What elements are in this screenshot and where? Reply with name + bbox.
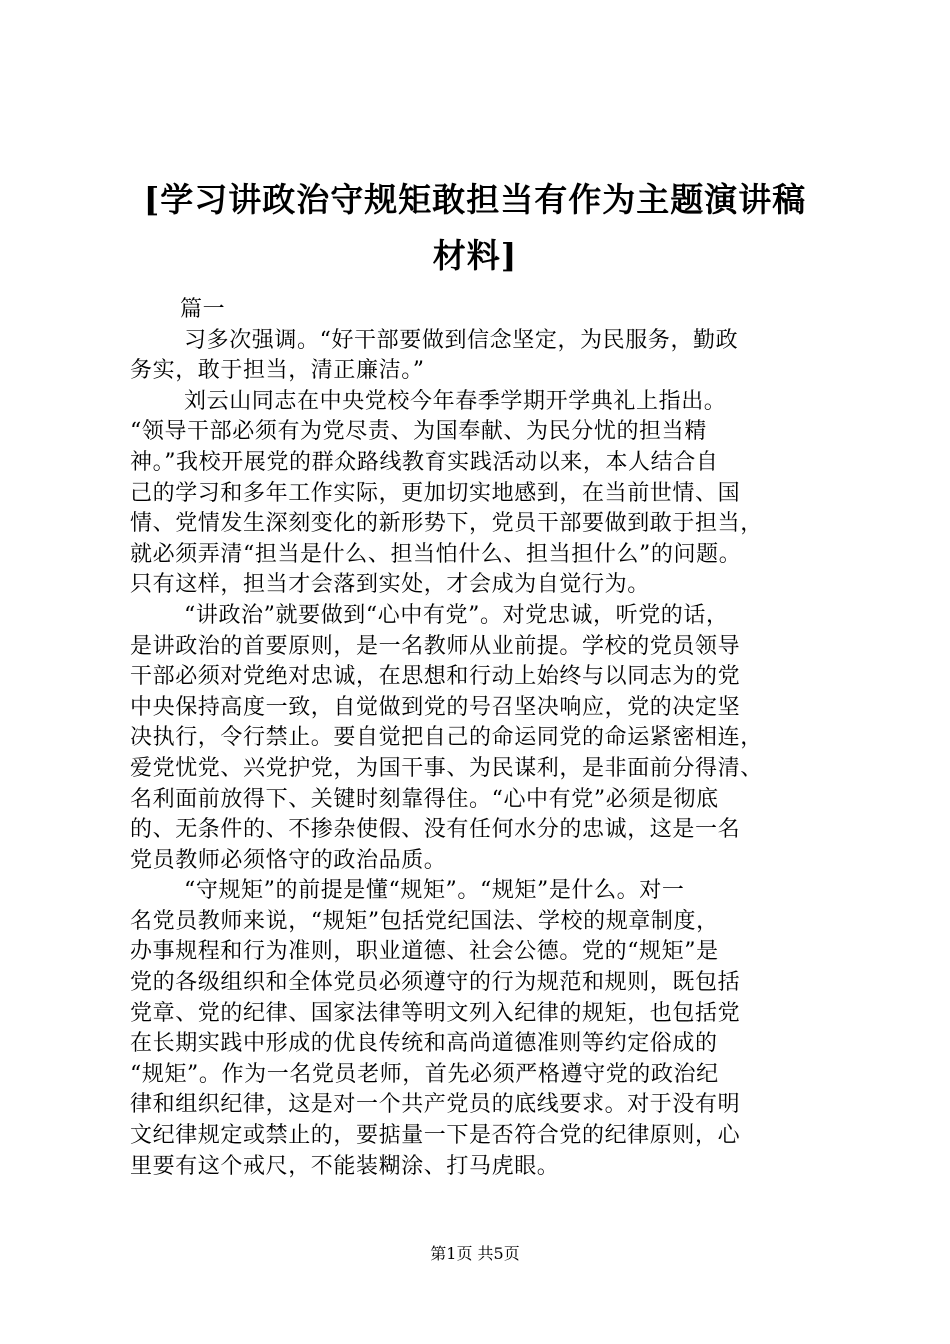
paragraph-line: “守规矩”的前提是懂“规矩”。“规矩”是什么。对一	[184, 878, 685, 904]
paragraph-line: 神。”我校开展党的群众路线教育实践活动以来，本人结合自	[130, 449, 719, 475]
paragraph-line: 爱党忧党、兴党护党，为国干事、为民谋利，是非面前分得清、	[130, 755, 763, 781]
paragraph-line: 律和组织纪律，这是对一个共产党员的底线要求。对于没有明	[130, 1092, 741, 1118]
page-number-footer: 第1页 共5页	[430, 1244, 520, 1263]
paragraph-line: 就必须弄清“担当是什么、担当怕什么、担当担什么”的问题。	[130, 541, 742, 567]
paragraph-line: 党员教师必须恪守的政治品质。	[130, 847, 447, 873]
paragraph-line: 党章、党的纪律、国家法律等明文列入纪律的规矩，也包括党	[130, 1000, 741, 1026]
title-line-1: [学习讲政治守规矩敢担当有作为主题演讲稿	[143, 180, 807, 219]
paragraph-line: 办事规程和行为准则，职业道德、社会公德。党的“规矩”是	[130, 939, 719, 965]
paragraph-line: 在长期实践中形成的优良传统和高尚道德准则等约定俗成的	[130, 1031, 718, 1057]
paragraph-line: 习多次强调。“好干部要做到信念坚定，为民服务，勤政	[184, 327, 739, 353]
paragraph-line: 务实，敢于担当，清正廉洁。”	[130, 358, 425, 384]
paragraph-line: “规矩”。作为一名党员老师，首先必须严格遵守党的政治纪	[130, 1061, 719, 1087]
paragraph-line: 刘云山同志在中央党校今年春季学期开学典礼上指出。	[184, 388, 727, 414]
paragraph-line: 的、无条件的、不掺杂使假、没有任何水分的忠诚，这是一名	[130, 817, 741, 843]
paragraph-line: 中央保持高度一致，自觉做到党的号召坚决响应，党的决定坚	[130, 694, 741, 720]
paragraph-line: 名党员教师来说，“规矩”包括党纪国法、学校的规章制度，	[130, 908, 719, 934]
document-title	[100, 172, 850, 284]
paragraph-line: 干部必须对党绝对忠诚，在思想和行动上始终与以同志为的党	[130, 664, 741, 690]
paragraph-line: 决执行，令行禁止。要自觉把自己的命运同党的命运紧密相连，	[130, 725, 763, 751]
paragraph-line: 只有这样，担当才会落到实处，才会成为自觉行为。	[130, 572, 650, 598]
paragraph-line: 党的各级组织和全体党员必须遵守的行为规范和规则，既包括	[130, 970, 741, 996]
paragraph-line: 名利面前放得下、关键时刻靠得住。“心中有党”必须是彻底	[130, 786, 719, 812]
paragraph-line: 己的学习和多年工作实际，更加切实地感到，在当前世情、国	[130, 480, 741, 506]
paragraph-line: 情、党情发生深刻变化的新形势下，党员干部要做到敢于担当，	[130, 511, 763, 537]
section-heading: 篇一	[180, 297, 226, 322]
paragraph-line: “讲政治”就要做到“心中有党”。对党忠诚，听党的话，	[184, 602, 729, 628]
paragraph-line: 文纪律规定或禁止的，要掂量一下是否符合党的纪律原则，心	[130, 1123, 741, 1149]
document-body	[130, 295, 830, 1182]
paragraph-line: 是讲政治的首要原则，是一名教师从业前提。学校的党员领导	[130, 633, 741, 659]
title-line-2: 材料]	[432, 236, 518, 275]
paragraph-line: “领导干部必须有为党尽责、为国奉献、为民分忧的担当精	[130, 419, 707, 445]
paragraph-line: 里要有这个戒尺，不能装糊涂、打马虎眼。	[130, 1153, 560, 1179]
